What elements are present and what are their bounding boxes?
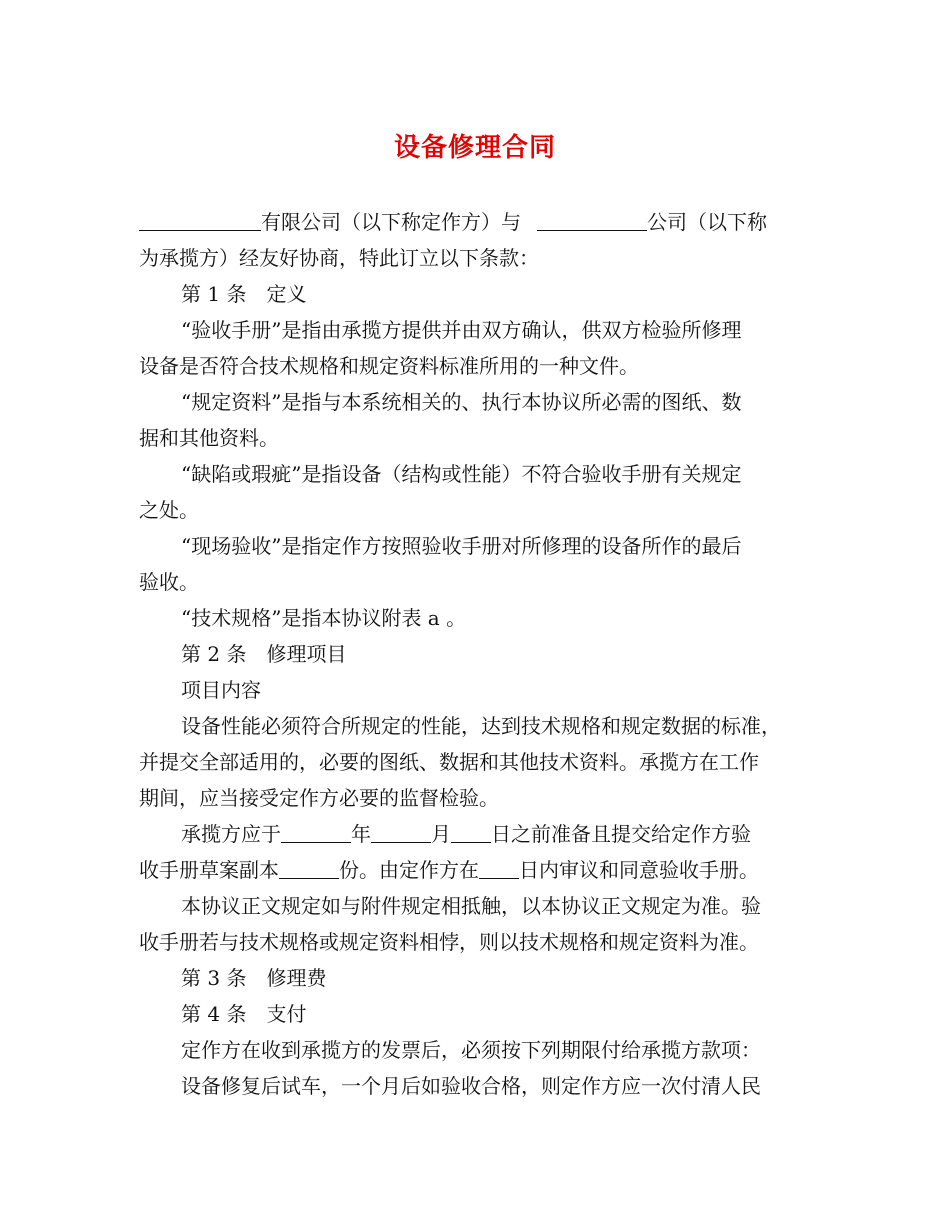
fill-in-blank[interactable] bbox=[139, 208, 261, 231]
line-text: 为承揽方）经友好协商，特此订立以下条款： bbox=[139, 246, 539, 270]
text-line bbox=[139, 528, 819, 564]
text-line bbox=[139, 924, 819, 960]
line-text: 收手册若与技术规格或规定资料相悖，则以技术规格和规定资料为准。 bbox=[139, 930, 759, 954]
text-line bbox=[139, 708, 819, 744]
fill-in-blank[interactable] bbox=[537, 208, 647, 231]
text-line bbox=[139, 456, 819, 492]
text-line bbox=[139, 312, 819, 348]
line-text: 本协议正文规定如与附件规定相抵触，以本协议正文规定为准。验 bbox=[181, 894, 761, 918]
line-text: 项目内容 bbox=[181, 678, 261, 702]
text-line bbox=[139, 492, 819, 528]
text-line bbox=[139, 600, 819, 636]
text-line bbox=[139, 672, 819, 708]
text-line bbox=[139, 204, 819, 240]
line-text: 定作方在收到承揽方的发票后，必须按下列期限付给承揽方款项： bbox=[181, 1038, 761, 1062]
text-line bbox=[139, 744, 819, 780]
document-body bbox=[139, 204, 819, 1104]
line-text: 有限公司（以下称定作方）与 bbox=[261, 210, 521, 234]
text-line bbox=[139, 636, 819, 672]
line-text: 之处。 bbox=[139, 498, 199, 522]
text-line bbox=[139, 816, 819, 852]
line-text: 承揽方应于 bbox=[181, 822, 281, 846]
text-line bbox=[139, 780, 819, 816]
fill-in-blank[interactable] bbox=[451, 820, 491, 843]
line-text: 日之前准备且提交给定作方验 bbox=[491, 822, 751, 846]
line-text: 并提交全部适用的，必要的图纸、数据和其他技术资料。承揽方在工作 bbox=[139, 750, 759, 774]
line-text: 设备是否符合技术规格和规定资料标准所用的一种文件。 bbox=[139, 354, 639, 378]
text-line bbox=[139, 420, 819, 456]
text-line bbox=[139, 888, 819, 924]
fill-in-blank[interactable] bbox=[479, 856, 519, 879]
line-text: 份。由定作方在 bbox=[339, 858, 479, 882]
text-line bbox=[139, 276, 819, 312]
line-text: 第 4 条 支付 bbox=[181, 1002, 307, 1026]
text-line bbox=[139, 1032, 819, 1068]
text-line bbox=[139, 384, 819, 420]
text-line bbox=[139, 348, 819, 384]
text-line bbox=[139, 1068, 819, 1104]
line-text: “缺陷或瑕疵”是指设备（结构或性能）不符合验收手册有关规定 bbox=[181, 462, 742, 486]
line-text: “现场验收”是指定作方按照验收手册对所修理的设备所作的最后 bbox=[181, 534, 742, 558]
line-text: 日内审议和同意验收手册。 bbox=[519, 858, 759, 882]
line-text: 公司（以下称 bbox=[647, 210, 767, 234]
line-text: 第 3 条 修理费 bbox=[181, 966, 327, 990]
text-line bbox=[139, 852, 819, 888]
line-text: 收手册草案副本 bbox=[139, 858, 279, 882]
text-line bbox=[139, 996, 819, 1032]
line-text: “规定资料”是指与本系统相关的、执行本协议所必需的图纸、数 bbox=[181, 390, 742, 414]
line-text: 年 bbox=[351, 822, 371, 846]
document-title: 设备修理合同 bbox=[393, 133, 556, 163]
text-line bbox=[139, 960, 819, 996]
text-line bbox=[139, 564, 819, 600]
fill-in-blank[interactable] bbox=[281, 820, 351, 843]
fill-in-blank[interactable] bbox=[279, 856, 339, 879]
line-text: 设备修复后试车，一个月后如验收合格，则定作方应一次付清人民 bbox=[181, 1074, 761, 1098]
line-text: 期间，应当接受定作方必要的监督检验。 bbox=[139, 786, 499, 810]
line-text: “验收手册”是指由承揽方提供并由双方确认，供双方检验所修理 bbox=[181, 318, 742, 342]
line-text: 设备性能必须符合所规定的性能，达到技术规格和规定数据的标准， bbox=[181, 714, 781, 738]
line-text: 第 1 条 定义 bbox=[181, 282, 307, 306]
line-text: 第 2 条 修理项目 bbox=[181, 642, 347, 666]
fill-in-blank[interactable] bbox=[371, 820, 431, 843]
line-text: 据和其他资料。 bbox=[139, 426, 279, 450]
text-line bbox=[139, 240, 819, 276]
line-text: 验收。 bbox=[139, 570, 199, 594]
line-text: “技术规格”是指本协议附表 a 。 bbox=[181, 606, 467, 630]
line-text: 月 bbox=[431, 822, 451, 846]
